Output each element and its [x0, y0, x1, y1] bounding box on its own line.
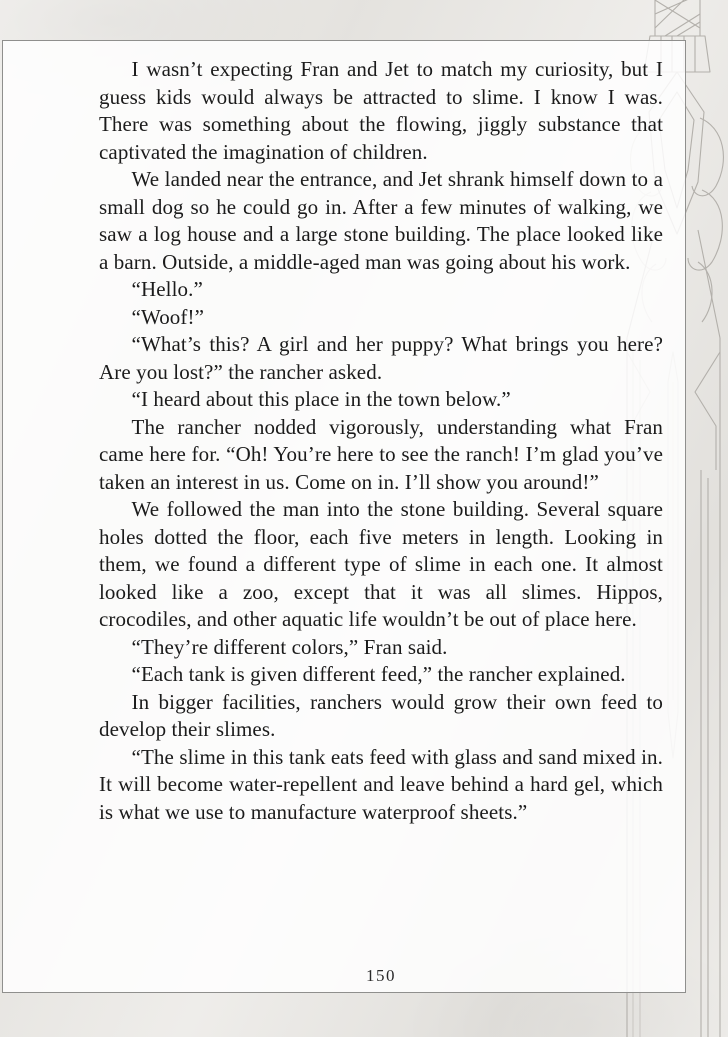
page-number: 150 [366, 966, 396, 985]
dialogue-line: “What’s this? A girl and her puppy? What brings you here? Are you lost?” the rancher asked. [99, 332, 663, 384]
paragraph: We landed near the entrance, and Jet shrank himself down to a small dog so he could go in. After a few minutes of walking, we saw a log house and a large stone building. The place looked like a barn. Outside, a middle-aged man was going about his work. [99, 167, 663, 274]
dialogue-line: “They’re different colors,” Fran said. [131, 634, 448, 659]
paragraph: In bigger facilities, ranchers would grow their own feed to develop their slimes. [99, 689, 663, 741]
paragraph: We followed the man into the stone building. Several square holes dotted the floor, each five meters in length. Looking in them, we found a different type of slime in each one. It almost looked like a zoo, except that it was all slimes. Hippos, crocodiles, and other aquatic life wouldn’t be out of place here. [99, 497, 663, 631]
book-page [2, 40, 686, 993]
paragraph: I wasn’t expecting Fran and Jet to match my curiosity, but I guess kids would always be attracted to slime. I know I was. There was something about the flowing, jiggly substance that captivated the imagination of children. [99, 57, 663, 164]
dialogue-line: “I heard about this place in the town below.” [131, 387, 511, 411]
dialogue-line: “Each tank is given different feed,” the rancher explained. [131, 662, 626, 686]
page-text [99, 56, 663, 826]
dialogue-line: “The slime in this tank eats feed with glass and sand mixed in. It will become water-repellent and leave behind a hard gel, which is what we use to manufacture waterproof sheets.” [99, 744, 663, 824]
dialogue-line: “Hello.” [131, 277, 203, 301]
paragraph: The rancher nodded vigorously, understanding what Fran came here for. “Oh! You’re here to see the ranch! I’m glad you’ve taken an interest in us. Come on in. I’ll show you around!” [99, 414, 663, 494]
dialogue-line: “Woof!” [131, 304, 205, 329]
